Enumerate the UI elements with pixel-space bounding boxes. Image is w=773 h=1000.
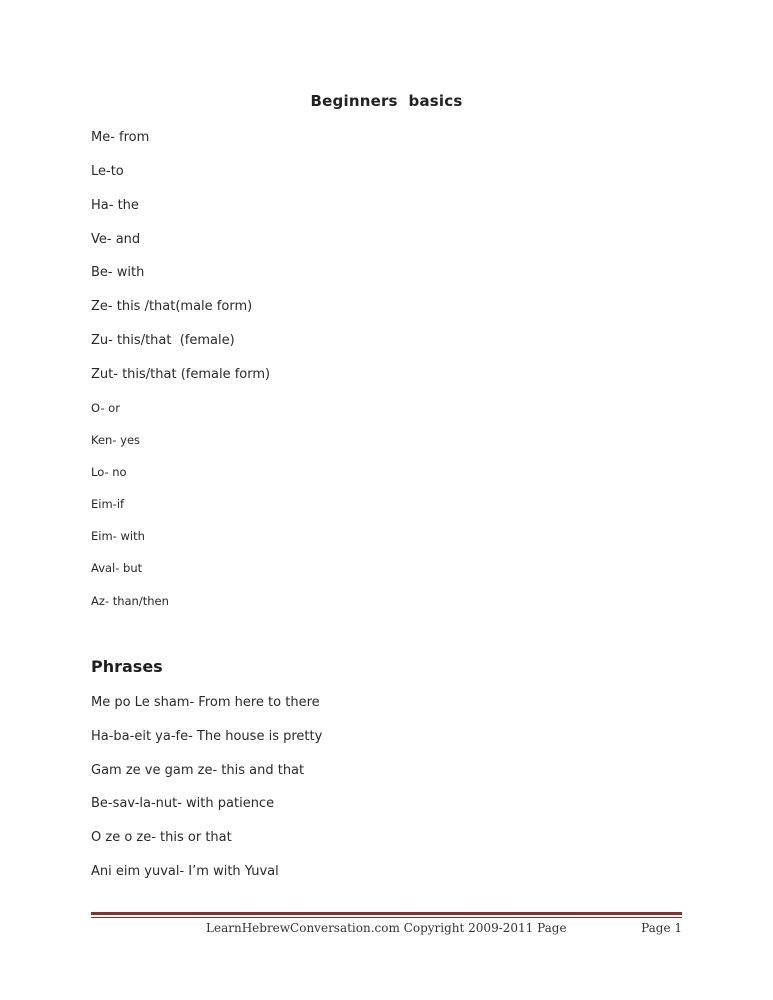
vocab-item: Be- with — [91, 265, 145, 280]
footer-divider-thick — [91, 912, 682, 915]
vocab-item: Lo- no — [91, 465, 127, 479]
vocab-item: Aval- but — [91, 561, 143, 575]
phrase-item: Ani eim yuval- I’m with Yuval — [91, 864, 279, 879]
vocab-item: Ha- the — [91, 198, 139, 213]
phrase-item: Ha-ba-eit ya-fe- The house is pretty — [91, 729, 323, 744]
vocab-item: Az- than/then — [91, 594, 169, 608]
footer-page-number: Page 1 — [641, 921, 682, 935]
vocab-item: Zut- this/that (female form) — [91, 367, 271, 382]
phrase-item: Be-sav-la-nut- with patience — [91, 796, 275, 811]
vocab-item: Ze- this /that(male form) — [91, 299, 253, 314]
vocab-item: Me- from — [91, 130, 150, 145]
phrase-item: Gam ze ve gam ze- this and that — [91, 763, 305, 778]
vocab-item: Eim-if — [91, 497, 125, 511]
footer-copyright: LearnHebrewConversation.com Copyright 2009-2011 Page — [206, 921, 567, 935]
page-title: Beginners basics — [310, 92, 463, 110]
vocab-item: O- or — [91, 401, 120, 415]
phrases-heading: Phrases — [91, 657, 163, 676]
phrase-item: O ze o ze- this or that — [91, 830, 232, 845]
vocab-item: Zu- this/that (female) — [91, 333, 235, 348]
vocab-item: Ve- and — [91, 232, 141, 247]
vocab-item: Le-to — [91, 164, 124, 179]
phrase-item: Me po Le sham- From here to there — [91, 695, 320, 710]
footer-divider-thin — [91, 917, 682, 918]
vocab-item: Eim- with — [91, 529, 145, 543]
vocab-item: Ken- yes — [91, 433, 141, 447]
